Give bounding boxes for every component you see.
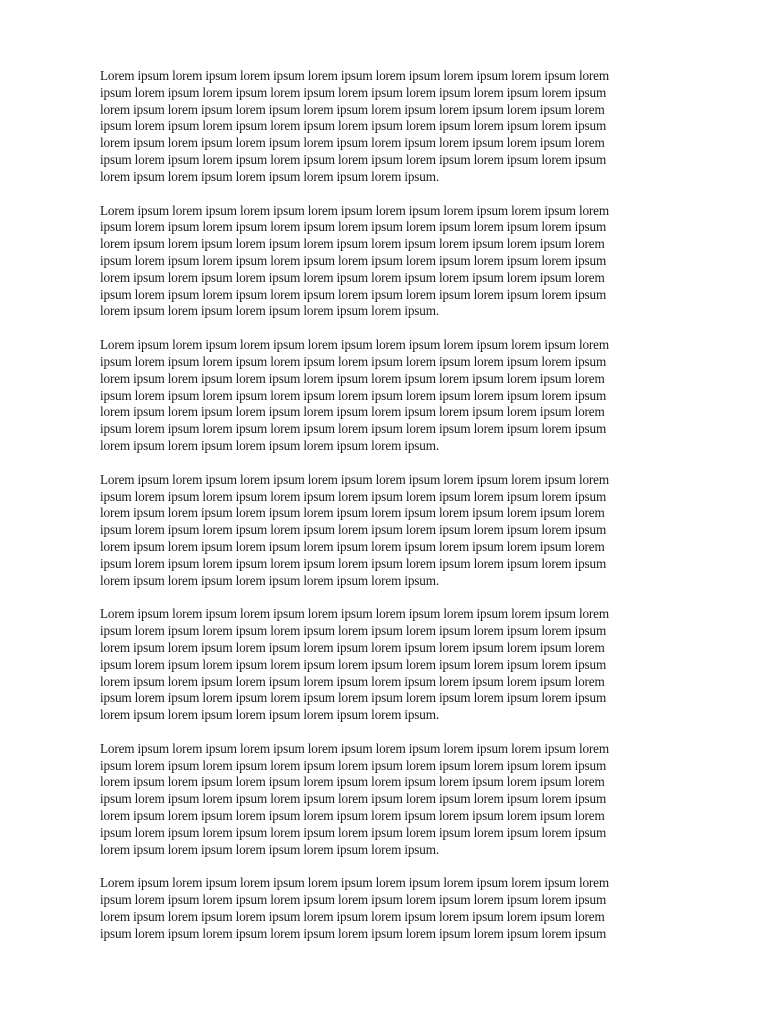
text-line: ipsum lorem ipsum lorem ipsum lorem ipsum lorem ipsum lorem ipsum lorem ipsum lorem ipsum — [100, 219, 607, 235]
text-line: ipsum lorem ipsum lorem ipsum lorem ipsum lorem ipsum lorem ipsum lorem ipsum lorem ipsum — [100, 151, 607, 167]
paragraph — [100, 68, 662, 186]
text-line: lorem ipsum lorem ipsum lorem ipsum lorem ipsum lorem ipsum lorem ipsum lorem ipsum lorem — [100, 236, 605, 252]
text-line: lorem ipsum lorem ipsum lorem ipsum lorem ipsum lorem ipsum lorem ipsum lorem ipsum lorem — [100, 909, 605, 925]
text-line: ipsum lorem ipsum lorem ipsum lorem ipsum lorem ipsum lorem ipsum lorem ipsum lorem ipsum — [100, 892, 607, 908]
text-line: Lorem ipsum lorem ipsum lorem ipsum lorem ipsum lorem ipsum lorem ipsum lorem ipsum lorem — [100, 68, 609, 83]
text-line: lorem ipsum lorem ipsum lorem ipsum lorem ipsum lorem ipsum lorem ipsum lorem ipsum lorem — [100, 135, 605, 151]
text-line: ipsum lorem ipsum lorem ipsum lorem ipsum lorem ipsum lorem ipsum lorem ipsum lorem ipsum — [100, 757, 607, 773]
paragraph — [100, 472, 662, 590]
text-line: Lorem ipsum lorem ipsum lorem ipsum lorem ipsum lorem ipsum lorem ipsum lorem ipsum lorem — [100, 337, 609, 353]
text-line: lorem ipsum lorem ipsum lorem ipsum lorem ipsum lorem ipsum. — [100, 841, 439, 857]
text-line: ipsum lorem ipsum lorem ipsum lorem ipsum lorem ipsum lorem ipsum lorem ipsum lorem ipsum — [100, 555, 607, 571]
text-line: lorem ipsum lorem ipsum lorem ipsum lorem ipsum lorem ipsum lorem ipsum lorem ipsum lorem — [100, 370, 605, 386]
text-line: lorem ipsum lorem ipsum lorem ipsum lorem ipsum lorem ipsum lorem ipsum lorem ipsum lorem — [100, 639, 605, 655]
text-line: ipsum lorem ipsum lorem ipsum lorem ipsum lorem ipsum lorem ipsum lorem ipsum lorem ipsum — [100, 791, 607, 807]
text-line: lorem ipsum lorem ipsum lorem ipsum lorem ipsum lorem ipsum lorem ipsum lorem ipsum lorem — [100, 505, 605, 521]
text-line: lorem ipsum lorem ipsum lorem ipsum lorem ipsum lorem ipsum lorem ipsum lorem ipsum lorem — [100, 808, 605, 824]
text-line: lorem ipsum lorem ipsum lorem ipsum lorem ipsum lorem ipsum lorem ipsum lorem ipsum lorem — [100, 673, 605, 689]
text-line: ipsum lorem ipsum lorem ipsum lorem ipsum lorem ipsum lorem ipsum lorem ipsum lorem ipsum — [100, 824, 607, 840]
text-line: ipsum lorem ipsum lorem ipsum lorem ipsum lorem ipsum lorem ipsum lorem ipsum lorem ipsum — [100, 925, 607, 941]
text-line: lorem ipsum lorem ipsum lorem ipsum lorem ipsum lorem ipsum. — [100, 303, 439, 319]
paragraph — [100, 606, 662, 724]
text-line: Lorem ipsum lorem ipsum lorem ipsum lorem ipsum lorem ipsum lorem ipsum lorem ipsum lorem — [100, 471, 609, 487]
text-line: ipsum lorem ipsum lorem ipsum lorem ipsum lorem ipsum lorem ipsum lorem ipsum lorem ipsum — [100, 286, 607, 302]
text-line: ipsum lorem ipsum lorem ipsum lorem ipsum lorem ipsum lorem ipsum lorem ipsum lorem ipsum — [100, 118, 607, 134]
text-line: lorem ipsum lorem ipsum lorem ipsum lorem ipsum lorem ipsum. — [100, 572, 439, 588]
text-line: ipsum lorem ipsum lorem ipsum lorem ipsum lorem ipsum lorem ipsum lorem ipsum lorem ipsum — [100, 252, 607, 268]
paragraph — [100, 337, 662, 455]
paragraph — [100, 875, 662, 942]
text-line: lorem ipsum lorem ipsum lorem ipsum lorem ipsum lorem ipsum lorem ipsum lorem ipsum lorem — [100, 404, 605, 420]
text-line: Lorem ipsum lorem ipsum lorem ipsum lorem ipsum lorem ipsum lorem ipsum lorem ipsum lorem — [100, 740, 609, 756]
text-line: ipsum lorem ipsum lorem ipsum lorem ipsum lorem ipsum lorem ipsum lorem ipsum lorem ipsum — [100, 656, 607, 672]
text-line: lorem ipsum lorem ipsum lorem ipsum lorem ipsum lorem ipsum lorem ipsum lorem ipsum lorem — [100, 101, 605, 117]
text-line: lorem ipsum lorem ipsum lorem ipsum lorem ipsum lorem ipsum lorem ipsum lorem ipsum lorem — [100, 538, 605, 554]
paragraph — [100, 741, 662, 859]
text-line: Lorem ipsum lorem ipsum lorem ipsum lorem ipsum lorem ipsum lorem ipsum lorem ipsum lorem — [100, 202, 609, 218]
text-line: ipsum lorem ipsum lorem ipsum lorem ipsum lorem ipsum lorem ipsum lorem ipsum lorem ipsum — [100, 623, 607, 639]
text-line: lorem ipsum lorem ipsum lorem ipsum lorem ipsum lorem ipsum lorem ipsum lorem ipsum lorem — [100, 774, 605, 790]
text-line: ipsum lorem ipsum lorem ipsum lorem ipsum lorem ipsum lorem ipsum lorem ipsum lorem ipsum — [100, 84, 607, 100]
text-line: ipsum lorem ipsum lorem ipsum lorem ipsum lorem ipsum lorem ipsum lorem ipsum lorem ipsum — [100, 522, 607, 538]
body-text — [100, 68, 662, 960]
text-line: lorem ipsum lorem ipsum lorem ipsum lorem ipsum lorem ipsum lorem ipsum lorem ipsum lorem — [100, 269, 605, 285]
text-line: Lorem ipsum lorem ipsum lorem ipsum lorem ipsum lorem ipsum lorem ipsum lorem ipsum lorem — [100, 875, 609, 891]
text-line: ipsum lorem ipsum lorem ipsum lorem ipsum lorem ipsum lorem ipsum lorem ipsum lorem ipsum — [100, 690, 607, 706]
text-line: ipsum lorem ipsum lorem ipsum lorem ipsum lorem ipsum lorem ipsum lorem ipsum lorem ipsum — [100, 421, 607, 437]
text-line: ipsum lorem ipsum lorem ipsum lorem ipsum lorem ipsum lorem ipsum lorem ipsum lorem ipsum — [100, 353, 607, 369]
text-line: ipsum lorem ipsum lorem ipsum lorem ipsum lorem ipsum lorem ipsum lorem ipsum lorem ipsum — [100, 488, 607, 504]
text-line: lorem ipsum lorem ipsum lorem ipsum lorem ipsum lorem ipsum. — [100, 707, 439, 723]
text-line: ipsum lorem ipsum lorem ipsum lorem ipsum lorem ipsum lorem ipsum lorem ipsum lorem ipsum — [100, 387, 607, 403]
text-line: Lorem ipsum lorem ipsum lorem ipsum lorem ipsum lorem ipsum lorem ipsum lorem ipsum lorem — [100, 606, 609, 622]
text-line: lorem ipsum lorem ipsum lorem ipsum lorem ipsum lorem ipsum. — [100, 168, 439, 184]
text-line: lorem ipsum lorem ipsum lorem ipsum lorem ipsum lorem ipsum. — [100, 437, 439, 453]
paragraph — [100, 203, 662, 321]
